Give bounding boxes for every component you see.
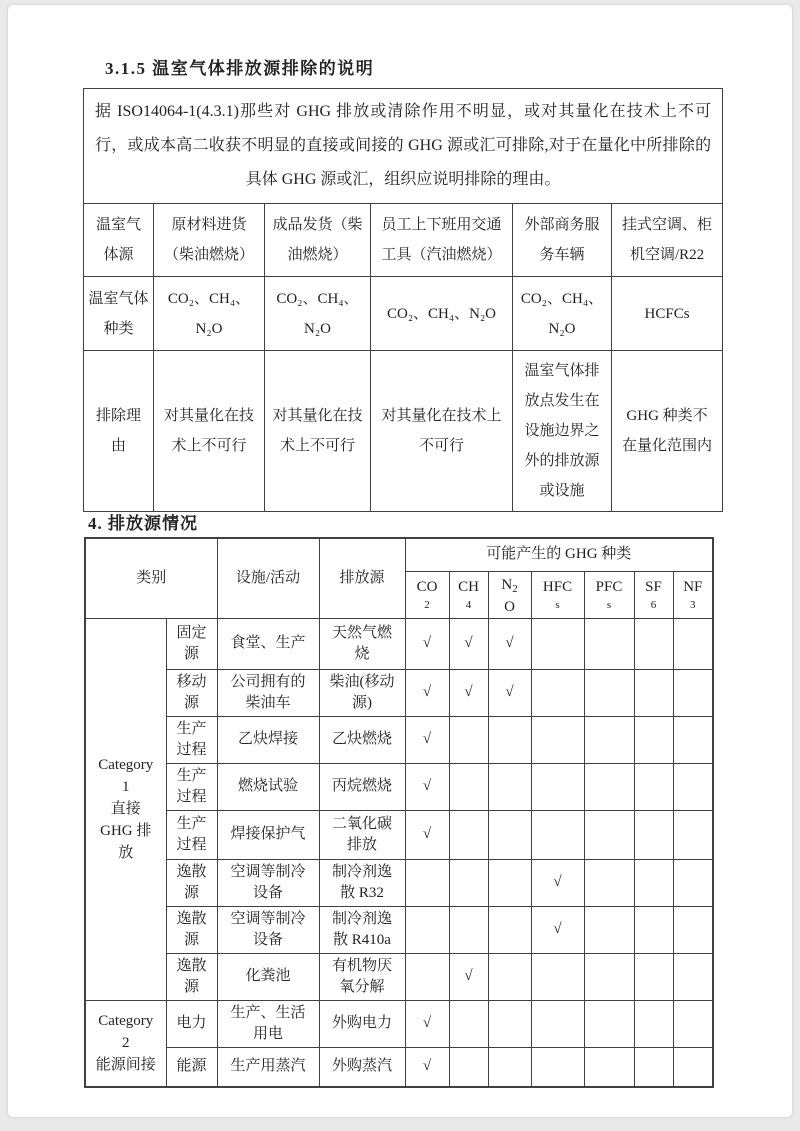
facility-cell: 生产用蒸汽 <box>217 1047 319 1087</box>
ghg-check-cell-CH4: √ <box>449 669 488 716</box>
ghg-check-cell-N2O <box>488 763 531 810</box>
ghg-check-cell-CH4 <box>449 763 488 810</box>
ghg-check-cell-PFCs <box>584 859 634 906</box>
source-type-cell: 生产过程 <box>166 763 217 810</box>
ghg-check-cell-PFCs <box>584 763 634 810</box>
t1-reason-cell: GHG 种类不在量化范围内 <box>612 351 723 512</box>
document-page <box>8 5 792 1117</box>
ghg-check-cell-SF6 <box>634 1047 673 1087</box>
ghg-check-cell-NF3 <box>673 953 713 1000</box>
ghg-check-cell-SF6 <box>634 763 673 810</box>
category-label-line: 2 <box>122 1035 130 1052</box>
source-type-cell: 能源 <box>166 1047 217 1087</box>
ghg-check-cell-HFCs <box>531 953 584 1000</box>
emission-sources-table <box>84 537 714 1088</box>
source-type-cell: 移动源 <box>166 669 217 716</box>
ghg-check-cell-NF3 <box>673 810 713 859</box>
t1-reason-cell: 温室气体排放点发生在设施边界之外的排放源或设施 <box>513 351 612 512</box>
ghg-check-cell-CO2 <box>405 906 449 953</box>
section-3-1-5-heading: 3.1.5 温室气体排放源排除的说明 <box>105 59 375 78</box>
t2-header-ghg-group: 可能产生的 GHG 种类 <box>405 538 713 571</box>
ghg-check-cell-N2O <box>488 1000 531 1047</box>
ghg-check-cell-CH4 <box>449 716 488 763</box>
ghg-check-cell-CO2: √ <box>405 716 449 763</box>
section-4-heading: 4. 排放源情况 <box>88 514 198 533</box>
ghg-check-cell-CO2: √ <box>405 763 449 810</box>
emission-source-cell: 丙烷燃烧 <box>319 763 405 810</box>
facility-cell: 焊接保护气 <box>217 810 319 859</box>
ghg-check-cell-NF3 <box>673 1000 713 1047</box>
gas-symbol: SF <box>645 578 662 595</box>
t1-row-header: 温室气体源 <box>84 204 154 277</box>
gas-symbol: NF <box>683 578 703 595</box>
gas-header-CH4 <box>449 571 488 618</box>
exclusion-table <box>83 88 723 512</box>
facility-cell: 空调等制冷设备 <box>217 906 319 953</box>
ghg-check-cell-SF6 <box>634 669 673 716</box>
ghg-check-cell-NF3 <box>673 1047 713 1087</box>
t1-gas-cell: CO₂、CH₄、N₂O <box>265 277 371 351</box>
gas-symbol-suffix: O <box>504 598 515 615</box>
t2-header-facility: 设施/活动 <box>217 538 319 618</box>
t1-gas-cell: CO₂、CH₄、N₂O <box>513 277 612 351</box>
gas-header-CO2 <box>405 571 449 618</box>
t1-reason-cell: 对其量化在技术上不可行 <box>154 351 265 512</box>
ghg-check-cell-N2O <box>488 859 531 906</box>
category-cell <box>85 618 166 1000</box>
ghg-check-cell-PFCs <box>584 669 634 716</box>
ghg-check-cell-SF6 <box>634 859 673 906</box>
ghg-check-cell-HFCs <box>531 716 584 763</box>
ghg-check-cell-NF3 <box>673 859 713 906</box>
ghg-check-cell-CO2: √ <box>405 1000 449 1047</box>
gas-symbol: PFC <box>595 578 623 595</box>
ghg-check-cell-SF6 <box>634 1000 673 1047</box>
source-type-cell: 逸散源 <box>166 953 217 1000</box>
source-type-cell: 固定源 <box>166 618 217 669</box>
emission-source-cell: 制冷剂逸散 R410a <box>319 906 405 953</box>
ghg-check-cell-N2O <box>488 810 531 859</box>
ghg-check-cell-SF6 <box>634 716 673 763</box>
t1-gas-cell: CO₂、CH₄、N₂O <box>154 277 265 351</box>
ghg-check-cell-CH4 <box>449 859 488 906</box>
ghg-check-cell-CH4 <box>449 810 488 859</box>
facility-cell: 燃烧试验 <box>217 763 319 810</box>
gas-symbol-suffix: 3 <box>690 598 696 611</box>
facility-cell: 公司拥有的柴油车 <box>217 669 319 716</box>
exclusion-statement: 据 ISO14064-1(4.3.1)那些对 GHG 排放或清除作用不明显，或对其量化在技术上不可行，或成本高二收获不明显的直接或间接的 GHG 源或汇可排除,对于在量化中所排除的具体 GHG 源或汇，组织应说明排除的理由。 <box>84 89 723 204</box>
t2-header-source: 排放源 <box>319 538 405 618</box>
category-label-line: Category <box>98 757 154 773</box>
ghg-check-cell-HFCs: √ <box>531 859 584 906</box>
ghg-check-cell-CO2 <box>405 859 449 906</box>
gas-header-NF3 <box>673 571 713 618</box>
ghg-check-cell-HFCs <box>531 1000 584 1047</box>
t1-source-cell: 外部商务服务车辆 <box>513 204 612 277</box>
ghg-check-cell-CH4 <box>449 1000 488 1047</box>
gas-header-PFCs <box>584 571 634 618</box>
gas-symbol: $N_2$ <box>501 576 518 595</box>
ghg-check-cell-HFCs <box>531 810 584 859</box>
gas-symbol-suffix: 4 <box>465 598 472 611</box>
category-label-line: 能源间接 <box>95 1057 156 1074</box>
gas-symbol: CO <box>416 578 438 595</box>
ghg-check-cell-PFCs <box>584 716 634 763</box>
ghg-check-cell-CH4 <box>449 1047 488 1087</box>
category-label-line: Category <box>98 1013 154 1030</box>
ghg-check-cell-CH4 <box>449 906 488 953</box>
facility-cell: 食堂、生产 <box>217 618 319 669</box>
ghg-check-cell-PFCs <box>584 810 634 859</box>
emission-source-cell: 制冷剂逸散 R32 <box>319 859 405 906</box>
gas-symbol: HFC <box>542 578 573 595</box>
ghg-check-cell-PFCs <box>584 906 634 953</box>
t1-source-cell: 成品发货（柴油燃烧） <box>265 204 371 277</box>
ghg-check-cell-HFCs: √ <box>531 906 584 953</box>
facility-cell: 空调等制冷设备 <box>217 859 319 906</box>
category-label-line: GHG 排 <box>100 823 152 839</box>
gas-symbol-suffix: s <box>606 598 612 611</box>
emission-source-cell: 外购蒸汽 <box>319 1047 405 1087</box>
t1-source-cell: 挂式空调、柜机空调/R22 <box>612 204 723 277</box>
source-type-cell: 逸散源 <box>166 859 217 906</box>
t1-reason-cell: 对其量化在技术上不可行 <box>371 351 513 512</box>
ghg-check-cell-N2O <box>488 906 531 953</box>
ghg-check-cell-CO2: √ <box>405 810 449 859</box>
gas-symbol: CH <box>458 578 479 595</box>
ghg-check-cell-CO2: √ <box>405 669 449 716</box>
t1-gas-cell: HCFCs <box>612 277 723 351</box>
gas-symbol-suffix: 6 <box>650 598 657 611</box>
gas-symbol-suffix: s <box>555 598 560 611</box>
exclusion-table-body <box>84 89 723 512</box>
gas-header-HFCs <box>531 571 584 618</box>
ghg-check-cell-SF6 <box>634 618 673 669</box>
emission-source-cell: 柴油(移动源) <box>319 669 405 716</box>
emission-source-cell: 有机物厌氧分解 <box>319 953 405 1000</box>
source-type-cell: 生产过程 <box>166 810 217 859</box>
ghg-check-cell-N2O: √ <box>488 618 531 669</box>
ghg-check-cell-CH4: √ <box>449 953 488 1000</box>
t2-header-category: 类别 <box>85 538 217 618</box>
ghg-check-cell-PFCs <box>584 1047 634 1087</box>
ghg-check-cell-HFCs <box>531 763 584 810</box>
ghg-check-cell-PFCs <box>584 953 634 1000</box>
ghg-check-cell-SF6 <box>634 810 673 859</box>
ghg-check-cell-HFCs <box>531 1047 584 1087</box>
t1-source-cell: 员工上下班用交通工具（汽油燃烧） <box>371 204 513 277</box>
t1-gas-cell: CO₂、CH₄、N₂O <box>371 277 513 351</box>
t1-row-header: 温室气体种类 <box>84 277 154 351</box>
gas-header-SF6 <box>634 571 673 618</box>
ghg-check-cell-SF6 <box>634 953 673 1000</box>
source-type-cell: 生产过程 <box>166 716 217 763</box>
ghg-check-cell-N2O <box>488 953 531 1000</box>
ghg-check-cell-HFCs <box>531 669 584 716</box>
ghg-check-cell-NF3 <box>673 763 713 810</box>
category-label-line: 直接 <box>110 801 141 817</box>
emission-source-cell: 天然气燃烧 <box>319 618 405 669</box>
gas-header-N2O <box>488 571 531 618</box>
source-type-cell: 逸散源 <box>166 906 217 953</box>
ghg-check-cell-NF3 <box>673 618 713 669</box>
ghg-check-cell-NF3 <box>673 669 713 716</box>
ghg-check-cell-N2O <box>488 716 531 763</box>
ghg-check-cell-CO2: √ <box>405 1047 449 1087</box>
category-label-line: 1 <box>122 779 130 795</box>
emission-source-cell: 外购电力 <box>319 1000 405 1047</box>
emission-table-body <box>85 538 713 1087</box>
gas-symbol-suffix: 2 <box>424 598 430 611</box>
facility-cell: 化粪池 <box>217 953 319 1000</box>
ghg-check-cell-PFCs <box>584 1000 634 1047</box>
ghg-check-cell-SF6 <box>634 906 673 953</box>
category-cell <box>85 1000 166 1087</box>
facility-cell: 生产、生活用电 <box>217 1000 319 1047</box>
ghg-check-cell-N2O <box>488 1047 531 1087</box>
ghg-check-cell-CO2: √ <box>405 618 449 669</box>
ghg-check-cell-NF3 <box>673 906 713 953</box>
ghg-check-cell-NF3 <box>673 716 713 763</box>
source-type-cell: 电力 <box>166 1000 217 1047</box>
ghg-check-cell-HFCs <box>531 618 584 669</box>
ghg-check-cell-CO2 <box>405 953 449 1000</box>
t1-source-cell: 原材料进货（柴油燃烧） <box>154 204 265 277</box>
t1-row-header: 排除理由 <box>84 351 154 512</box>
facility-cell: 乙炔焊接 <box>217 716 319 763</box>
ghg-check-cell-PFCs <box>584 618 634 669</box>
emission-source-cell: 二氧化碳排放 <box>319 810 405 859</box>
ghg-check-cell-N2O: √ <box>488 669 531 716</box>
ghg-check-cell-CH4: √ <box>449 618 488 669</box>
emission-source-cell: 乙炔燃烧 <box>319 716 405 763</box>
category-label-line: 放 <box>118 845 134 861</box>
t1-reason-cell: 对其量化在技术上不可行 <box>265 351 371 512</box>
